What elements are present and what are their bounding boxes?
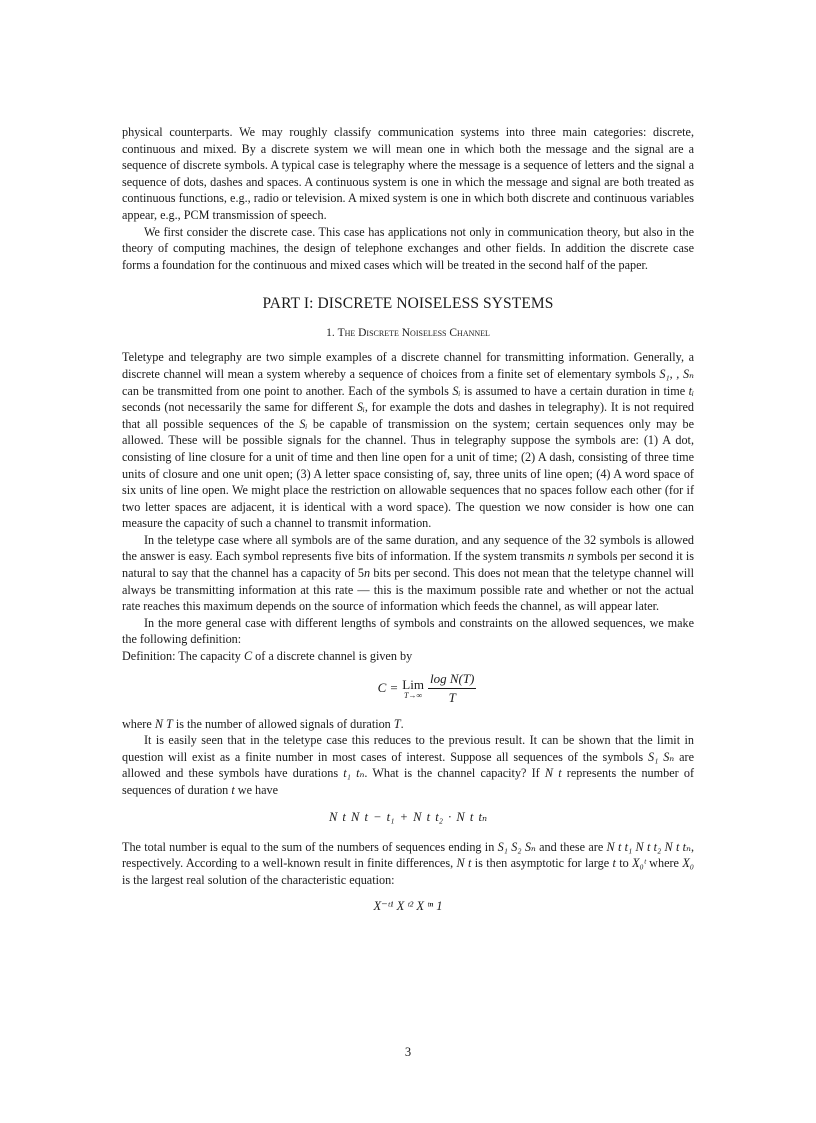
text-run: where xyxy=(122,716,155,731)
math-symbol: N T xyxy=(154,716,173,731)
limit-operator xyxy=(402,677,424,700)
text-run: is then asymptotic for large xyxy=(471,856,613,871)
where-line xyxy=(122,716,694,733)
text-run: can be transmitted from one point to another. Each of the symbols xyxy=(122,383,453,398)
body-paragraph-teletype xyxy=(122,349,694,532)
text-run: is the largest real solution of the characteristic equation: xyxy=(122,872,395,887)
text-run: where xyxy=(645,856,683,871)
math-symbol: Sᵢ xyxy=(452,383,461,398)
text-run: Teletype and telegraphy are two simple examples of a discrete channel for transmitting information. Generally, a discrete channel will mean a system whereby a sequence of choices from a finite set of elementary symbols xyxy=(122,350,694,381)
part-heading: PART I: DISCRETE NOISELESS SYSTEMS xyxy=(262,295,554,313)
math-symbol: t xyxy=(612,856,616,871)
math-symbol: n xyxy=(364,566,371,581)
fraction-numerator: log N(T) xyxy=(428,671,476,689)
text-run: symbols per second it is natural to say that the channel has a capacity of 5 xyxy=(122,549,694,581)
math-symbol: N t xyxy=(456,856,472,871)
text-run: , respectively. According to a well-known result in finite differences, xyxy=(122,839,694,871)
text-run: is the number of allowed signals of duration xyxy=(172,716,394,731)
text-run: is assumed to have a certain duration in time xyxy=(460,383,689,398)
limit-subscript: T→∞ xyxy=(404,690,423,700)
body-paragraph-total xyxy=(122,839,694,889)
text-run: In the more general case with different lengths of symbols and constraints on the allowed sequences, we make the following definition: xyxy=(122,615,694,647)
math-symbol: t₁ tₙ xyxy=(343,766,365,781)
page-content xyxy=(122,124,694,914)
text-run: represents the number of sequences of duration xyxy=(122,766,695,797)
text-run: . What is the channel capacity? If xyxy=(364,766,545,781)
text-run: , for example the dots and dashes in telegraphy). It is not required that all possible sequences of the xyxy=(122,400,694,431)
math-symbol: t xyxy=(231,783,235,797)
limit-label: Lim xyxy=(402,676,424,692)
math-symbol: N t t₁ N t t₂ N t tₙ xyxy=(606,839,691,854)
math-symbol: S₁ Sₙ xyxy=(648,749,675,764)
math-symbol: X₀ xyxy=(682,856,694,871)
fraction-denominator: T xyxy=(448,689,456,705)
definition-line xyxy=(122,648,694,665)
section-heading xyxy=(122,327,694,339)
text-run: We first consider the discrete case. This case has applications not only in communication theory, but also in the theory of computing machines, the design of telephone exchanges and other fields. In addition the discrete case forms a foundation for the continuous and mixed cases which will be treated in the second half of the paper. xyxy=(122,224,694,272)
fraction xyxy=(428,671,476,706)
math-symbol: N t xyxy=(544,766,562,781)
text-run: The total number is equal to the sum of the numbers of sequences ending in xyxy=(122,839,498,854)
text-run: be capable of transmission on the system; certain sequences only may be allowed. These will be possible signals for the channel. Thus in telegraphy suppose the symbols are: (1) A dot, consisting of line closure for a unit of time and then line open for a unit of time; (2) A dash, consisting of three time units of closure and one unit open; (3) A letter space consisting of, say, three units of line open; (4) A word space of six units of line open. We might place the restriction on allowable sequences that no spaces follow each other (for if two letter spaces are adjacent, it is identical with a word space). The question we now consider is how one can measure the capacity of such a channel to transmit information. xyxy=(122,416,694,531)
characteristic-equation: X⁻ᵗ¹ X ᵗ² X ᵗⁿ 1 xyxy=(373,899,443,914)
text-run: . xyxy=(400,716,404,731)
text-run: In the teletype case where all symbols are of the same duration, and any sequence of the 32 symbols is allowed the answer is easy. Each symbol represents five bits of information. If the system transmits xyxy=(122,532,694,564)
page-number: 3 xyxy=(404,1045,412,1059)
body-paragraph-capacity xyxy=(122,532,694,615)
math-symbol: Sᵢ xyxy=(299,416,308,431)
text-run: It is easily seen that in the teletype case this reduces to the previous result. It can be shown that the limit in question will exist as a finite number in most cases of interest. Suppose all sequences of the symbols xyxy=(122,733,694,764)
math-symbol: S₁, , Sₙ xyxy=(659,366,694,381)
math-symbol: tᵢ xyxy=(688,383,694,398)
intro-paragraph-2 xyxy=(122,224,694,274)
math-symbol: S₁ S₂ Sₙ xyxy=(497,839,536,854)
math-symbol: C xyxy=(243,649,253,664)
section-title: The Discrete Noiseless Channel xyxy=(337,327,490,340)
text-run: and these are xyxy=(535,839,607,854)
text-run: of a discrete channel is given by xyxy=(252,649,413,664)
equation-lhs: C = xyxy=(377,680,399,696)
text-run: Definition: The capacity xyxy=(122,649,244,664)
text-run: are allowed and these symbols have durations xyxy=(122,749,694,781)
text-run: seconds (not necessarily the same for different xyxy=(122,400,357,415)
text-run: to xyxy=(615,856,633,871)
text-run: bits per second. This does not mean that the teletype channel will always be transmitting information at this rate — this is the maximum possible rate and whether or not the actual rate reaches this maximum depends on the source of information which feeds the channel, as will appear later. xyxy=(122,566,694,614)
intro-paragraph-1 xyxy=(122,124,694,224)
math-symbol: Sᵢ xyxy=(356,400,365,415)
text-run: physical counterparts. We may roughly classify communication systems into three main categories: discrete, continuous and mixed. By a discrete system we will mean one in which both the message and the signal are a sequence of discrete symbols. A typical case is telegraphy where the message is a sequence of letters and the signal a sequence of dots, dashes and spaces. A continuous system is one in which the message and signal are both treated as continuous functions, e.g., radio or television. A mixed system is one in which both discrete and continuous variables appear, e.g., PCM transmission of speech. xyxy=(122,125,694,222)
capacity-equation xyxy=(160,671,694,706)
recurrence-equation: N t N t − t₁ + N t t₂ · N t tₙ xyxy=(328,809,488,824)
section-number: 1. xyxy=(326,327,335,340)
body-paragraph-general xyxy=(122,615,694,648)
math-symbol: n xyxy=(567,549,574,564)
text-run: we have xyxy=(234,783,279,797)
math-symbol: T xyxy=(393,716,401,731)
body-paragraph-limit xyxy=(122,732,694,798)
math-symbol: X₀ᵗ xyxy=(632,856,646,871)
